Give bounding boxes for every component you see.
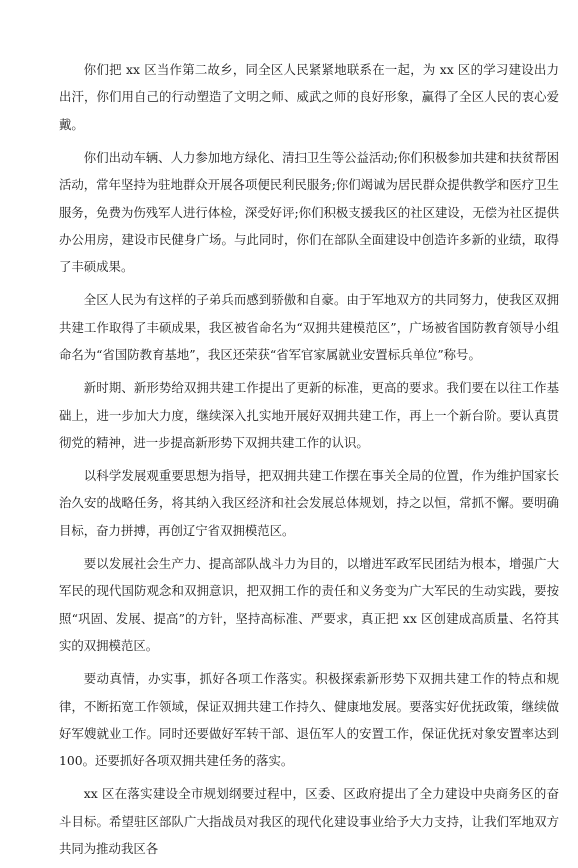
paragraph-2: 你们出动车辆、人力参加地方绿化、清扫卫生等公益活动;你们积极参加共建和扶贫帮困活动，常年坚持为驻地群众开展各项便民利民服务;你们竭诚为居民群众提供教学和医疗卫生服务，免费为伤残军人进行体检，深受好评;你们积极支援我区的社区建设，无偿为社区提供办公用房，建设市民健身广场。与此同时，你们在部队全面建设中创造许多新的业绩，取得了丰硕成果。 (59, 149, 559, 275)
paragraph-3: 全区人民为有这样的子弟兵而感到骄傲和自豪。由于军地双方的共同努力，使我区双拥共建工作取得了丰硕成果，我区被省命名为“双拥共建模范区”，广场被省国防教育领导小组命名为“省国防教育基地”，我区还荣获“省军官家属就业安置标兵单位”称号。 (59, 292, 559, 363)
paragraph-1: 你们把 xx 区当作第二故乡，同全区人民紧紧地联系在一起，为 xx 区的学习建设出力出汗，你们用自己的行动塑造了文明之师、威武之师的良好形象，赢得了全区人民的衷心爱戴。 (59, 62, 559, 132)
paragraph-4: 新时期、新形势给双拥共建工作提出了更新的标准，更高的要求。我们要在以往工作基础上，进一步加大力度，继续深入扎实地开展好双拥共建工作，再上一个新台阶。要认真贯彻党的精神，进一步提高新形势下双拥共建工作的认识。 (59, 380, 559, 451)
paragraph-7: 要动真情，办实事，抓好各项工作落实。积极探索新形势下双拥共建工作的特点和规律，不断拓宽工作领域，保证双拥共建工作持久、健康地发展。要落实好优抚政策，继续做好军嫂就业工作。同时还要做好军转干部、退伍军人的安置工作，保证优抚对象安置率达到 100。还要抓好各项双拥共建任务的落实。 (59, 671, 559, 769)
paragraph-6: 要以发展社会生产力、提高部队战斗力为目的，以增进军政军民团结为根本，增强广大军民的现代国防观念和双拥意识，把双拥工作的责任和义务变为广大军民的生动实践，要按照“巩固、发展、提高”的方针，坚持高标准、严要求，真正把 xx 区创建成高质量、名符其实的双拥模范区。 (59, 555, 559, 654)
document-body (59, 56, 559, 868)
paragraph-8: xx 区在落实建设全市规划纲要过程中，区委、区政府提出了全力建设中央商务区的奋斗目标。希望驻区部队广大指战员对我区的现代化建设事业给予大力支持，让我们军地双方共同为推动我区各 (59, 786, 559, 857)
paragraph-5: 以科学发展观重要思想为指导，把双拥共建工作摆在事关全局的位置，作为维护国家长治久安的战略任务，将其纳入我区经济和社会发展总体规划，持之以恒，常抓不懈。要明确目标，奋力拼搏，再创辽宁省双拥模范区。 (59, 468, 559, 538)
